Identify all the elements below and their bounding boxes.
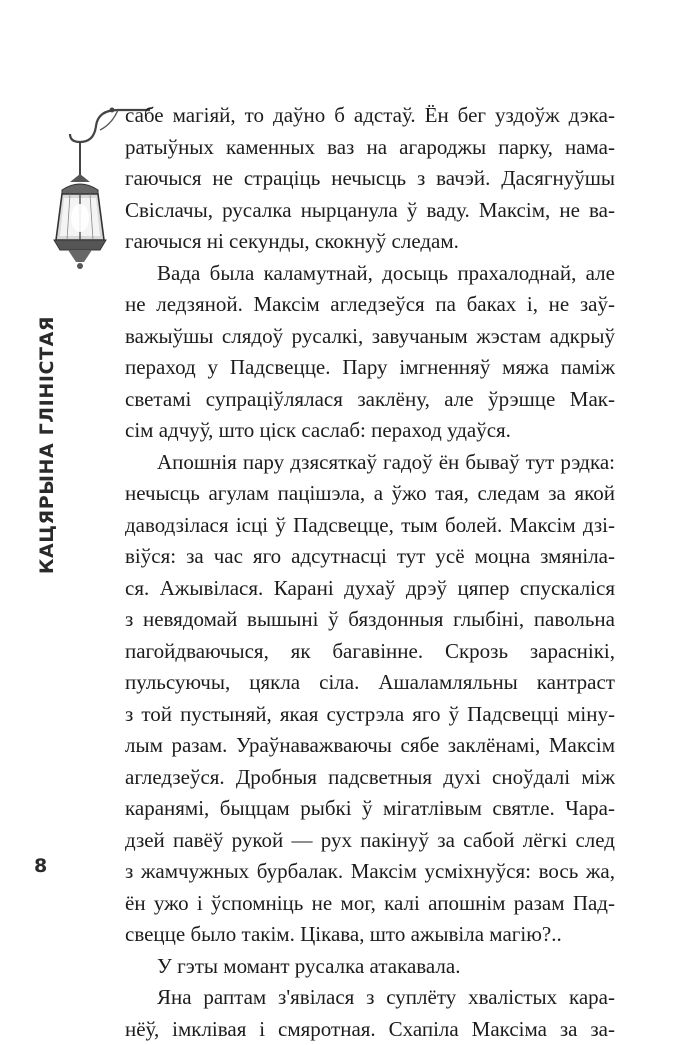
text-line: У гэты момант русалка атакавала. [125, 951, 615, 983]
text-line: ратыўных каменных ваз на агароджы парку, нама- [125, 132, 615, 164]
text-line: важыўшы слядоў русалкі, завучаным жэстам адкрыў [125, 321, 615, 353]
text-line: Яна раптам з'явілася з суплёту хвалістых кара- [125, 982, 615, 1014]
text-line: сабе магіяй, то даўно б адстаў. Ён бег уздоўж дэка- [125, 100, 615, 132]
text-line: лым разам. Ураўнаважваючы сябе заклёнамі, Максім [125, 730, 615, 762]
text-line: пагойдваючыся, як багавінне. Скрозь зараснікі, [125, 636, 615, 668]
page-text [125, 100, 615, 1045]
text-line: нечысць агулам пацішэла, а ўжо тая, следам за якой [125, 478, 615, 510]
text-line: ся. Ажывілася. Карані духаў дрэў цяпер спускаліся [125, 573, 615, 605]
text-line: з невядомай вышыні ў бяздонныя глыбіні, павольна [125, 604, 615, 636]
text-line: з жамчужных бурбалак. Максім усміхнуўся: вось жа, [125, 856, 615, 888]
text-line: пульсуючы, цякла сіла. Ашаламляльны кантраст [125, 667, 615, 699]
text-line: сім адчуў, што ціск саслаб: пераход удаўся. [125, 415, 615, 447]
text-line: свецце было такім. Цікава, што ажывіла магію?.. [125, 919, 615, 951]
text-line: віўся: за час яго адсутнасці тут усё моцна змяніла- [125, 541, 615, 573]
text-line: пераход у Падсвецце. Пару імгненняў мяжа паміж [125, 352, 615, 384]
text-line: гаючыся ні секунды, скокнуў следам. [125, 226, 615, 258]
text-line: даводзілася ісці ў Падсвецце, тым болей. Максім дзі- [125, 510, 615, 542]
text-line: Свіслачы, русалка нырцанула ў ваду. Максім, не ва- [125, 195, 615, 227]
text-line: агледзеўся. Дробныя падсветныя духі сноўдалі між [125, 762, 615, 794]
running-head-author [34, 320, 60, 570]
text-line: нёў, імклівая і смяротная. Схапіла Максіма за за- [125, 1014, 615, 1045]
text-line: не ледзяной. Максім агледзеўся па баках і, не заў- [125, 289, 615, 321]
text-line: з той пустыняй, якая сустрэла яго ў Падсвецці міну- [125, 699, 615, 731]
text-line: светамі супраціўлялася заклёну, але ўрэшце Мак- [125, 384, 615, 416]
page-number: 8 [34, 855, 47, 877]
text-line: ён ужо і ўспомніць не мог, калі апошнім разам Пад- [125, 888, 615, 920]
text-line: каранямі, быццам рыбкі ў мігатлівым святле. Чара- [125, 793, 615, 825]
text-line: Апошнія пару дзясяткаў гадоў ён бываў тут рэдка: [125, 447, 615, 479]
text-line: Вада была каламутнай, досыць прахалоднай, але [125, 258, 615, 290]
author-name: КАЦЯРЫНА ГЛІНІСТАЯ [36, 316, 58, 574]
text-line: дзей павёў рукой — рух пакінуў за сабой лёгкі след [125, 825, 615, 857]
text-line: гаючыся не страціць нечысць з вачэй. Дасягнуўшы [125, 163, 615, 195]
